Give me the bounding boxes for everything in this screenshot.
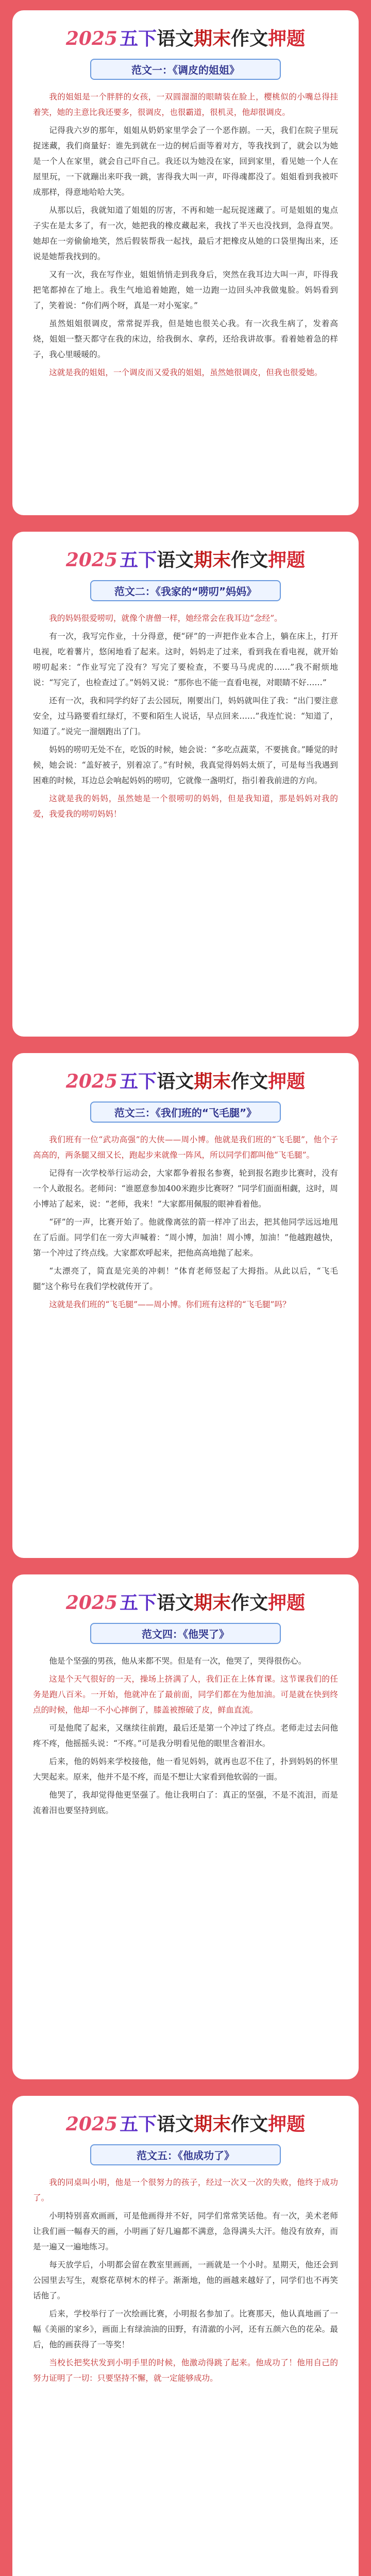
title-year: 2025	[65, 28, 118, 49]
essay-card-5	[12, 2096, 359, 2576]
title-year: 2025	[65, 2113, 118, 2135]
title-part-2: 期末	[194, 28, 231, 49]
paragraph: 后来，学校举行了一次绘画比赛，小明报名参加了。比赛那天，他认真地画了一幅《美丽的家乡》，画面上有绿油油的田野，有清澈的小河，还有五颜六色的花朵。最后，他的画获得了一等奖！	[33, 2309, 338, 2349]
title-part-3: 作文	[231, 1071, 268, 1092]
title-year: 2025	[65, 1071, 118, 1092]
paragraph: 我们班有一位“武功高强”的大侠——周小博。他就是我们班的“飞毛腿”，他个子高高的，两条腿又细又长，跑起步来就像一阵风，所以同学们都叫他“飞毛腿”。	[33, 1134, 338, 1160]
paragraph: 这就是我的妈妈，虽然她是一个很唠叨的妈妈，但是我知道，那是妈妈对我的爱，我爱我的唠叨妈妈！	[33, 793, 338, 819]
title-grade: 五下	[120, 550, 157, 571]
page-title	[33, 550, 338, 571]
title-part-2: 期末	[194, 1071, 231, 1092]
title-year: 2025	[65, 549, 118, 571]
paragraph: “砰”的一声，比赛开始了。他就像离弦的箭一样冲了出去，把其他同学远远地甩在了后面。同学们在一旁大声喊着：“周小博，加油！周小博，加油！”他越跑越快，第一个冲过了终点线。大家都欢呼起来，把他高高地抛了起来。	[33, 1217, 338, 1258]
title-part-3: 作文	[231, 550, 268, 571]
title-grade: 五下	[120, 1592, 157, 1614]
essay-heading: 范文二：《我家的“唠叨”妈妈》	[90, 580, 281, 601]
paragraph: 从那以后，我就知道了姐姐的厉害，不再和她一起玩捉迷藏了。可是姐姐的鬼点子实在是太多了，有一次，她把我的橡皮藏起来，我找了半天也没找到，急得直哭。她却在一旁偷偷地笑，然后假装帮我一起找，最后才把橡皮从她的口袋里掏出来，还说是她帮我找到的。	[33, 205, 338, 261]
title-part-4: 押题	[268, 550, 306, 571]
paragraph: 小明特别喜欢画画，可是他画得并不好，同学们常常笑话他。有一次，美术老师让我们画一幅春天的画，小明画了好几遍都不满意，急得满头大汗。他没有放弃，而是一遍又一遍地练习。	[33, 2211, 338, 2251]
paragraph: 又有一次，我在写作业，姐姐悄悄走到我身后，突然在我耳边大叫一声，吓得我把笔都掉在了地上。我生气地追着她跑，她一边跑一边回头冲我做鬼脸。妈妈看到了，笑着说：“你们两个呀，真是一对小冤家。”	[33, 269, 338, 310]
essay-heading: 范文五：《他成功了》	[90, 2144, 281, 2165]
title-grade: 五下	[120, 1071, 157, 1092]
paragraph: 他是个坚强的男孩，他从来都不哭。但是有一次，他哭了，哭得很伤心。	[49, 1656, 307, 1666]
paragraph: 我的姐姐是一个胖胖的女孩，一双圆溜溜的眼睛装在脸上，樱桃似的小嘴总得挂着笑，她的主意比我还要多，很调皮，也很霸道，很机灵，他却很调皮。	[33, 92, 338, 117]
title-part-1: 语文	[157, 2114, 194, 2135]
title-part-4: 押题	[268, 1071, 306, 1092]
paragraph: 这就是我们班的“飞毛腿”——周小博。你们班有这样的“飞毛腿”吗？	[49, 1299, 291, 1309]
paragraph: 我的同桌叫小明，他是一个很努力的孩子，经过一次又一次的失败，他终于成功了。	[33, 2177, 338, 2202]
essay-heading: 范文三：《我们班的“飞毛腿”》	[90, 1101, 281, 1123]
page-title	[33, 29, 338, 49]
paragraph: 每天放学后，小明都会留在教室里画画，一画就是一个小时。星期天，他还会到公园里去写生，观察花草树木的样子。渐渐地，他的画越来越好了，同学们也不再笑话他了。	[33, 2260, 338, 2300]
paragraph: 有一次，我写完作业，十分得意，便“砰”的一声把作业本合上，躺在床上，打开电视，吃着薯片，悠闲地看了起来。这时，妈妈走了过来，看到我在看电视，就开始唠叨起来：“作业写完了没有？写完了要检查，不要马马虎虎的……”我不耐烦地说：“写完了，也检查过了。”妈妈又说：“那你也不能一直看电视，对眼睛不好……”	[33, 631, 338, 687]
title-part-4: 押题	[268, 2114, 306, 2135]
paragraph: 可是他爬了起来，又继续往前跑，最后还是第一个冲过了终点。老师走过去问他疼不疼，他摇摇头说：“不疼。”可是我分明看见他的眼里含着泪水。	[33, 1723, 338, 1748]
title-part-1: 语文	[157, 550, 194, 571]
title-grade: 五下	[120, 2114, 157, 2135]
essay-heading: 范文一：《调皮的姐姐》	[90, 59, 281, 80]
paragraph: 当校长把奖状发到小明手里的时候，他激动得跳了起来。他成功了！他用自己的努力证明了一切：只要坚持不懈，就一定能够成功。	[33, 2358, 338, 2383]
paragraph: 后来，他的妈妈来学校接他，他一看见妈妈，就再也忍不住了，扑到妈妈的怀里大哭起来。原来，他并不是不疼，而是不想让大家看到他软弱的一面。	[33, 1756, 338, 1782]
essay-card-4	[12, 1574, 359, 2079]
essay-card-2	[12, 532, 359, 1037]
title-grade: 五下	[120, 28, 157, 49]
title-part-1: 语文	[157, 28, 194, 49]
title-part-3: 作文	[231, 2114, 268, 2135]
title-part-2: 期末	[194, 2114, 231, 2135]
page-title	[33, 1593, 338, 1614]
title-part-4: 押题	[268, 28, 306, 49]
paragraph: 这就是我的姐姐，一个调皮而又爱我的姐姐，虽然她很调皮，但我也很爱她。	[49, 367, 323, 377]
title-part-3: 作文	[231, 28, 268, 49]
title-part-1: 语文	[157, 1592, 194, 1614]
paragraph: 记得我六岁的那年，姐姐从奶奶家里学会了一个恶作剧。一天，我们在院子里玩捉迷藏，我们商量好：谁先到就在一边的树后面等着对方，等我找到了，就会以为她是一个人在家里，就会自己吓自己。我还以为她没在家，回到家里，看见她一个人在屋里玩，一下就蹦出来吓我一跳，害得我大叫一声，吓得魂都没了。姐姐看到我被吓成那样，得意地哈哈大笑。	[33, 125, 338, 197]
paragraph: 还有一次，我和同学约好了去公园玩，刚要出门，妈妈就叫住了我：“出门要注意安全，过马路要看红绿灯，不要和陌生人说话，早点回来……”我连忙说：“知道了，知道了。”说完一溜烟跑出了门。	[33, 696, 338, 736]
paragraph: 这是个天气很好的一天，操场上挤满了人，我们正在上体育课。这节课我们的任务是跑八百米。一开始，他就冲在了最前面，同学们都在为他加油。可是就在快到终点的时候，他却一不小心摔倒了，膝盖被擦破了皮，鲜血直流。	[33, 1674, 338, 1715]
paragraph: 虽然姐姐很调皮，常常捉弄我，但是她也很关心我。有一次我生病了，发着高烧，姐姐一整天都守在我的床边，给我倒水、拿药，还给我讲故事。看着她着急的样子，我心里暖暖的。	[33, 318, 338, 359]
essay-card-1	[12, 10, 359, 515]
paragraph: 妈妈的唠叨无处不在，吃饭的时候，她会说：“多吃点蔬菜，不要挑食。”睡觉的时候，她会说：“盖好被子，别着凉了。”有时候，我真觉得妈妈太烦了，可是每当我遇到困难的时候，耳边总会响起妈妈的唠叨，它就像一盏明灯，指引着我前进的方向。	[33, 744, 338, 785]
page-title	[33, 1072, 338, 1092]
paragraph: 记得有一次学校举行运动会，大家都争着报名参赛，轮到报名跑步比赛时，没有一个人敢报名。老师问：“谁愿意参加400米跑步比赛呀？”同学们面面相觑，这时，周小博站了起来，说：“老师，我来！”大家都用佩服的眼神看着他。	[33, 1168, 338, 1209]
title-part-2: 期末	[194, 1592, 231, 1614]
essay-card-3	[12, 1053, 359, 1558]
title-part-1: 语文	[157, 1071, 194, 1092]
page-title	[33, 2114, 338, 2135]
title-part-4: 押题	[268, 1592, 306, 1614]
title-part-2: 期末	[194, 550, 231, 571]
title-part-3: 作文	[231, 1592, 268, 1614]
paragraph: “太漂亮了，简直是完美的冲刺！”体育老师竖起了大拇指。从此以后，“飞毛腿”这个称号在我们学校就传开了。	[33, 1266, 338, 1291]
title-year: 2025	[65, 1592, 118, 1614]
essay-heading: 范文四：《他哭了》	[90, 1623, 281, 1644]
paragraph: 我的妈妈很爱唠叨，就像个唐僧一样，她经常会在我耳边“念经”。	[49, 613, 282, 623]
paragraph: 他哭了，我却觉得他更坚强了。他让我明白了：真正的坚强，不是不流泪，而是流着泪也要坚持到底。	[33, 1790, 338, 1815]
